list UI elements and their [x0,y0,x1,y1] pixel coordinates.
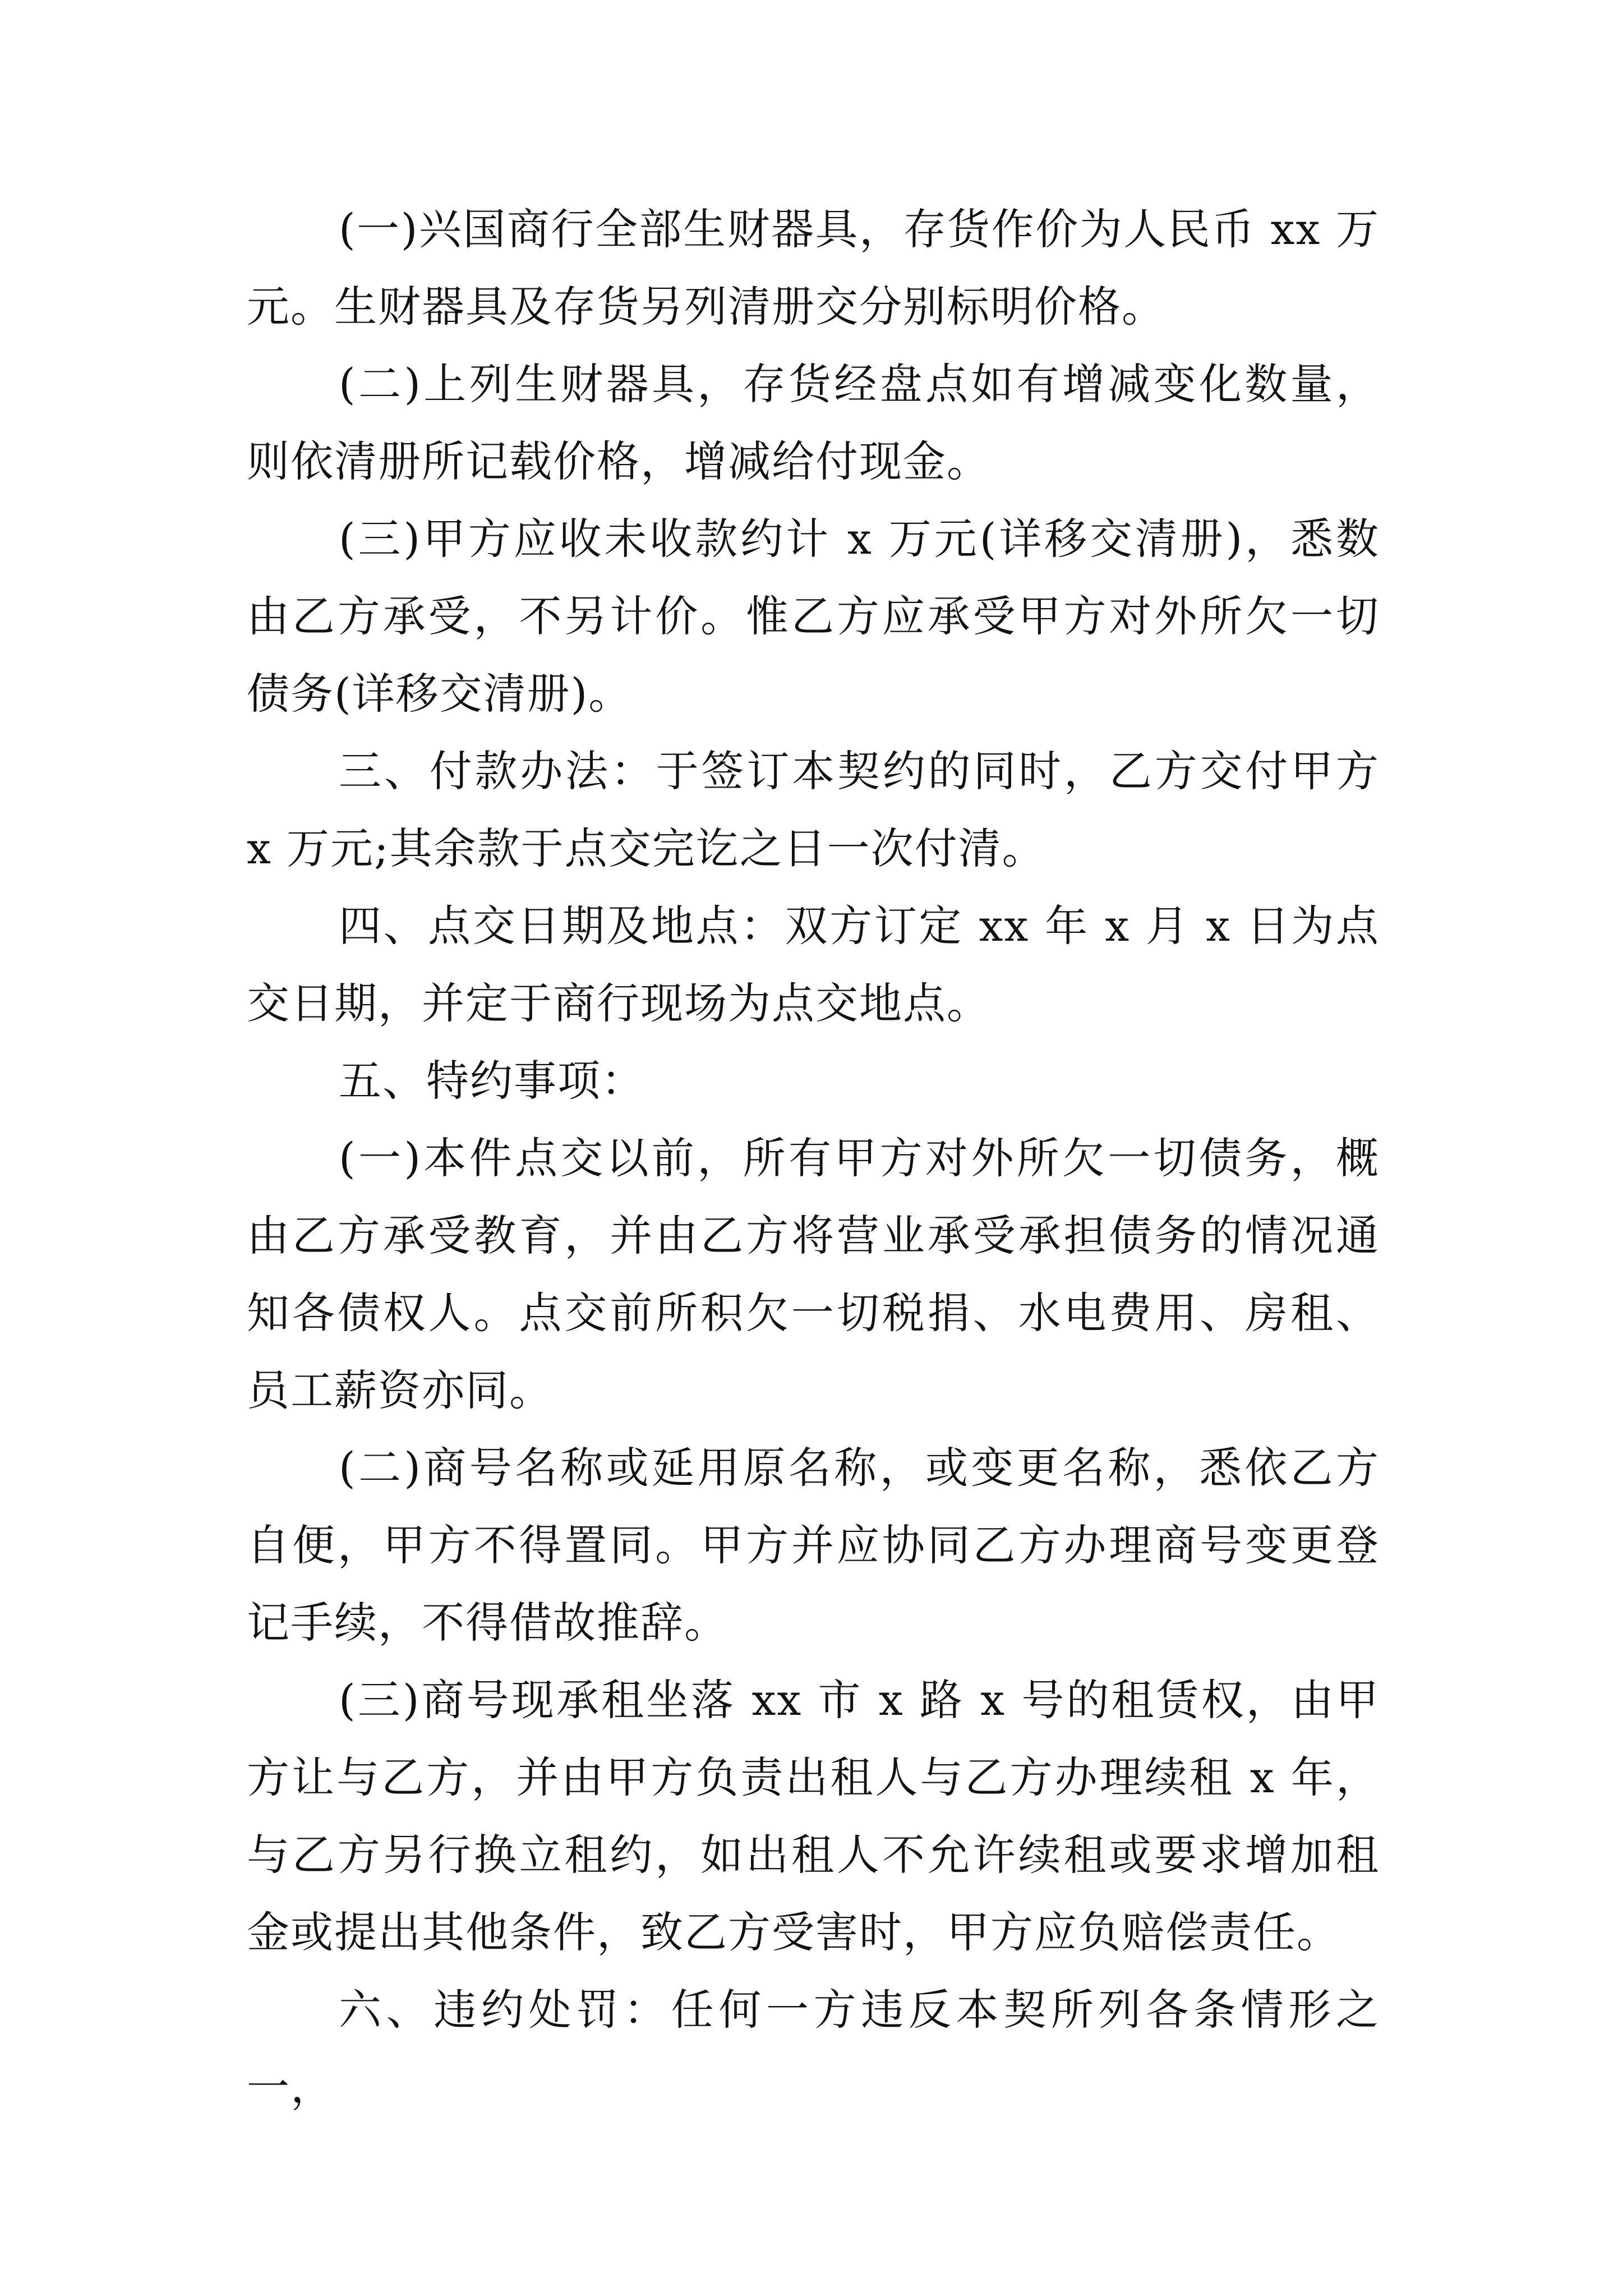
paragraph-debts-before-handover: (一)本件点交以前，所有甲方对外所欠一切债务，概由乙方承受教育，并由乙方将营业承受承担债务的情况通知各债权人。点交前所积欠一切税捐、水电费用、房租、员工薪资亦同。 [247,1133,1380,1415]
paragraph-payment-method: 三、付款办法：于签订本契约的同时，乙方交付甲方 x 万元;其余款于点交完讫之日一次付清。 [247,746,1380,873]
paragraph-inventory-adjustment: (二)上列生财器具，存货经盘点如有增减变化数量，则依清册所记载价格，增减给付现金。 [247,359,1380,486]
paragraph-business-name: (二)商号名称或延用原名称，或变更名称，悉依乙方自便，甲方不得置同。甲方并应协同乙方办理商号变更登记手续，不得借故推辞。 [247,1443,1380,1648]
paragraph-special-terms-heading: 五、特约事项： [339,1056,645,1106]
paragraph-assets-valuation: (一)兴国商行全部生财器具，存货作价为人民币 xx 万元。生财器具及存货另列清册交分别标明价格。 [247,204,1380,332]
document-page [247,191,1380,2126]
paragraph-handover-date: 四、点交日期及地点：双方订定 xx 年 x 月 x 日为点交日期，并定于商行现场为点交地点。 [247,901,1380,1028]
paragraph-lease-rights: (三)商号现承租坐落 xx 市 x 路 x 号的租赁权，由甲方让与乙方，并由甲方负责出租人与乙方办理续租 x 年，与乙方另行换立租约，如出租人不允许续租或要求增加租金或提出其他条件，致乙方受害时，甲方应负赔偿责任。 [247,1675,1380,1957]
paragraph-breach-penalty: 六、违约处罚：任何一方违反本契所列各条情形之一， [247,1985,1380,2112]
paragraph-receivables-debts: (三)甲方应收未收款约计 x 万元(详移交清册)，悉数由乙方承受，不另计价。惟乙方应承受甲方对外所欠一切债务(详移交清册)。 [247,514,1380,719]
